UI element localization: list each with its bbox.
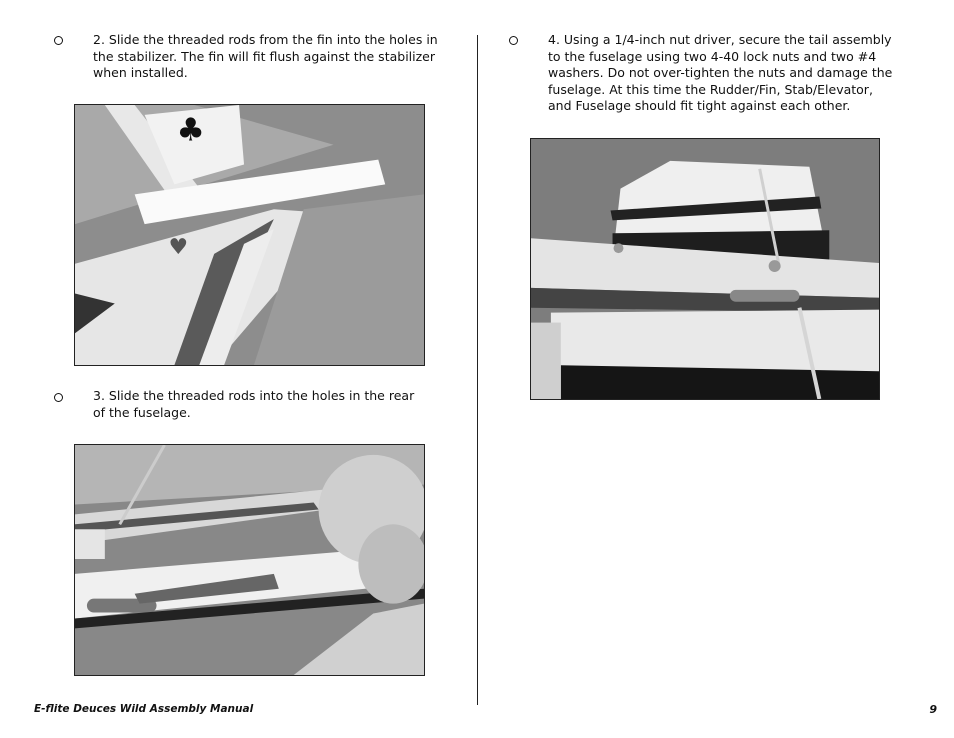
svg-text:♥: ♥ — [168, 234, 189, 260]
page-number: 9 — [929, 703, 937, 716]
step-4-text: 4. Using a 1/4-inch nut driver, secure the tail assembly to the fuselage using two 4-40 lock nuts and two #4 washers. Do not over-tighten the nuts and damage the fuselage. At this time the Rudder/Fin, Stab/Elevator, and Fuselage should fit tight against each other. — [548, 32, 893, 113]
column-divider — [477, 35, 478, 705]
step-3-text: 3. Slide the threaded rods into the holes in the rear of the fuselage. — [93, 388, 415, 420]
photo-rods-into-fuselage — [74, 444, 425, 676]
photo-tail-assembly-secured — [530, 138, 880, 400]
checkbox-bullet[interactable] — [54, 36, 63, 45]
svg-text:♣: ♣ — [176, 112, 205, 149]
step-2-text: 2. Slide the threaded rods from the fin into the holes in the stabilizer. The fin will fit flush against the stabilizer when installed. — [93, 32, 438, 80]
checkbox-bullet[interactable] — [54, 393, 63, 402]
photo-fin-stabilizer — [74, 104, 425, 366]
footer-title: E-flite Deuces Wild Assembly Manual — [34, 703, 254, 715]
checkbox-bullet[interactable] — [509, 36, 518, 45]
